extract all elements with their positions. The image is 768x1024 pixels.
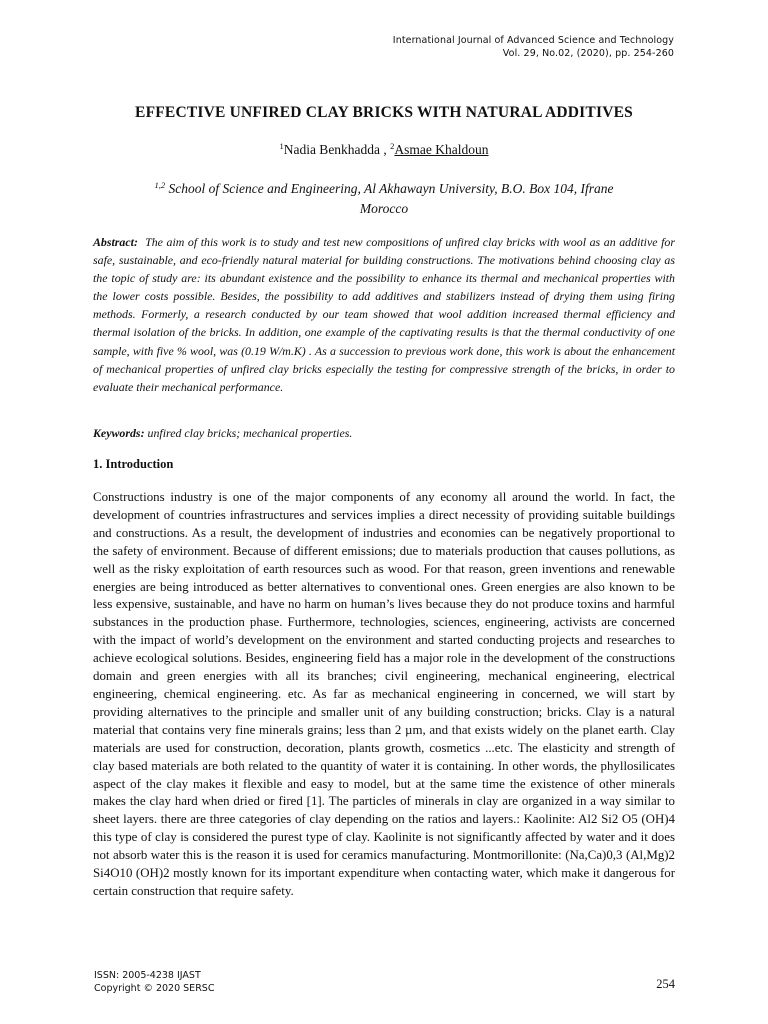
section-heading-introduction: 1. Introduction xyxy=(93,457,174,471)
journal-name: International Journal of Advanced Science and Technology xyxy=(392,35,674,46)
keywords xyxy=(93,426,675,441)
affiliation xyxy=(100,175,668,219)
author1-name: Nadia Benkhadda xyxy=(283,142,381,157)
affiliation-line-1 xyxy=(100,175,668,199)
keywords-label: Keywords: xyxy=(93,426,145,440)
author-line xyxy=(0,141,768,158)
author2-name: Asmae Khaldoun xyxy=(394,142,489,157)
author2-superscript: 2 xyxy=(390,141,395,151)
page-number: 254 xyxy=(656,977,675,991)
paper-title: EFFECTIVE UNFIRED CLAY BRICKS WITH NATURAL ADDITIVES xyxy=(135,104,633,121)
journal-header xyxy=(393,34,674,60)
footer-info xyxy=(94,969,214,995)
footer-issn: ISSN: 2005-4238 IJAST xyxy=(94,970,201,981)
keywords-text: unfired clay bricks; mechanical properties. xyxy=(147,426,353,440)
author-separator: , xyxy=(380,142,391,157)
affiliation-line-2: Morocco xyxy=(359,201,409,216)
affiliation-superscript: 1,2 xyxy=(154,180,166,190)
affiliation-text: School of Science and Engineering, Al Akhawayn University, B.O. Box 104, Ifrane xyxy=(165,181,614,196)
abstract-label: Abstract: xyxy=(93,235,138,249)
abstract xyxy=(93,233,675,396)
abstract-text: The aim of this work is to study and test new compositions of unfired clay bricks with wool as an additive for safe, sustainable, and eco-friendly natural material for building constructions. The motivations behind choosing clay as the topic of study are: its abundant existence and the possibility to enhance its thermal and mechanical properties with the lower costs possible. Besides, the possibility to add additives and stabilizers instead of drying them using firing methods. Formerly, a research conducted by our team showed that wool addition increased thermal efficiency and thermal isolation of the bricks. In addition, one example of the captivating results is that the thermal conductivity of one sample, with five % wool, was (0.19 W/m.K) . As a succession to previous work done, this work is about the enhancement of mechanical properties of unfired clay bricks especially the testing for compressive strength of the bricks, in order to evaluate their mechanical performance. xyxy=(93,235,675,394)
author1-superscript: 1 xyxy=(279,141,284,151)
journal-volume: Vol. 29, No.02, (2020), pp. 254-260 xyxy=(502,48,674,59)
footer-copyright: Copyright © 2020 SERSC xyxy=(94,983,215,994)
introduction-body: Constructions industry is one of the major components of any economy all around the world. In fact, the development of countries infrastructures and services implies a direct necessity of providing suitable buildings and constructions. As a result, the development of industries and economies can be negatively proportional to the safety of environment. Because of different emissions; due to materials production that causes pollutions, as well as the risky exploitation of earth resources such as wood. For that reason, green inventions and renewable energies are being introduced as better alternatives to conventional ones. Green energies are also known to be less expensive, sustainable, and have no harm on human’s lives because they do not produce toxins and harmful substances in the production phase. Furthermore, technologies, sciences, engineering, activists are concerned with the impact of world’s development on the environment and started conducting projects and researches to achieve ecological solutions. Besides, engineering field has a major role in the development of the constructions domain and green energies with all its branches; civil engineering, mechanical engineering, electrical engineering, chemical engineering. etc. As far as mechanical engineering in concerned, we will start by providing alternatives to the principle and smaller unit of any building construction; bricks. Clay is a natural material that contains very fine minerals grains; less than 2 µm, and that exists widely on the planet earth. Clay materials are used for construction, decoration, plants growth, cosmetics ...etc. The elasticity and strength of clay based materials are both related to the quantity of water it is containing. In other words, the phyllosilicates aspect of the clay makes it flexible and easy to model, but at the same time the existence of other minerals makes the clay hard when dried or fired [1]. The particles of minerals in clay are organized in a way similar to sheet layers. there are three categories of clay depending on the ratios and layers.: Kaolinite: Al2 Si2 O5 (OH)4 this type of clay is considered the purest type of clay. Kaolinite is not significantly affected by water and it does not absorb water this is the reason it is used for ceramics manufacturing. Montmorillonite: (Na,Ca)0,3 (Al,Mg)2 Si4O10 (OH)2 mostly known for its important expenditure when contacting water, which make it dangerous for certain construction that require safety. xyxy=(93,490,675,898)
